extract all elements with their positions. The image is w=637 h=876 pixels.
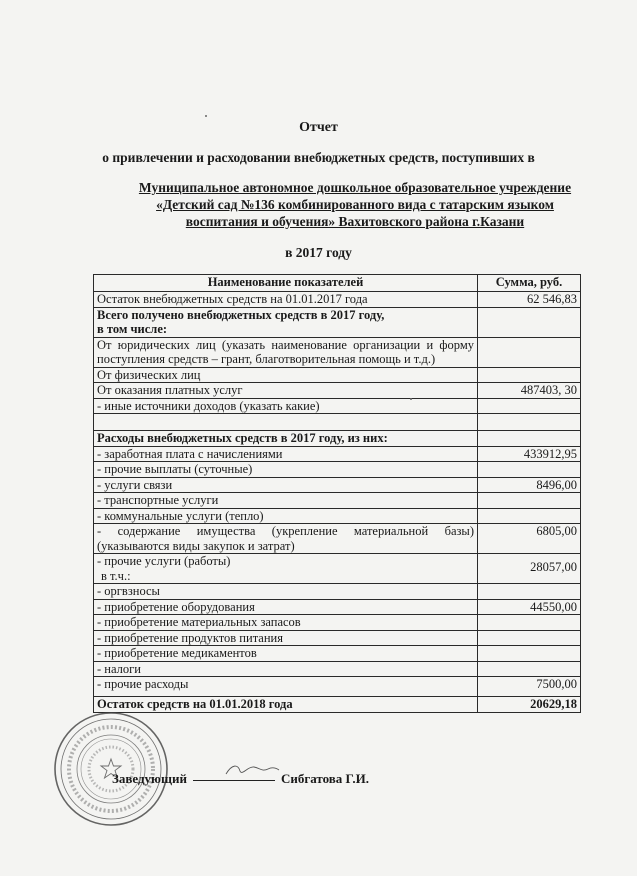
row-name: - транспортные услуги — [94, 493, 478, 509]
row-value: 433912,95 — [478, 446, 581, 462]
row-name: - содержание имущества (укрепление материальной базы) (указываются виды закупок и затрат) — [94, 524, 478, 554]
column-header-sum: Сумма, руб. — [478, 275, 581, 292]
table-row — [94, 398, 581, 414]
table-row — [94, 524, 581, 554]
row-value — [478, 646, 581, 662]
report-title: Отчет — [299, 120, 338, 135]
table-row — [94, 367, 581, 383]
row-value — [478, 414, 581, 431]
table-row — [94, 661, 581, 677]
row-name: Остаток внебюджетных средств на 01.01.2017 года — [94, 292, 478, 308]
table-header-row — [94, 275, 581, 292]
report-period: в 2017 году — [285, 245, 352, 260]
table-row — [94, 292, 581, 308]
table-row-empty — [94, 414, 581, 431]
row-name: - коммунальные услуги (тепло) — [94, 508, 478, 524]
row-name: - иные источники доходов (указать какие) — [94, 398, 478, 414]
row-name-line: в т.ч.: — [101, 568, 131, 583]
table-row — [94, 646, 581, 662]
row-name-line: Всего получено внебюджетных средств в 2017 году, — [97, 307, 385, 322]
table-row — [94, 431, 581, 447]
organization-line: Муниципальное автономное дошкольное образовательное учреждение — [138, 180, 572, 195]
row-value — [478, 615, 581, 631]
row-name: Расходы внебюджетных средств в 2017 году, из них: — [94, 431, 478, 447]
scan-speck — [410, 398, 412, 400]
row-name: От юридических лиц (указать наименование организации и форму поступления средств – грант, благотворительная помощь и т.д.) — [94, 337, 478, 367]
table-row — [94, 307, 581, 337]
row-name: - налоги — [94, 661, 478, 677]
table-row — [94, 677, 581, 697]
report-subtitle: о привлечении и расходовании внебюджетных средств, поступивших в — [102, 150, 535, 165]
table-row — [94, 477, 581, 493]
table-row — [94, 599, 581, 615]
row-value — [478, 337, 581, 367]
row-value — [478, 462, 581, 478]
row-name: - прочие расходы — [94, 677, 478, 697]
organization-stamp — [52, 710, 170, 828]
table-row — [94, 615, 581, 631]
row-value — [478, 398, 581, 414]
row-name: - приобретение продуктов питания — [94, 630, 478, 646]
table-row — [94, 508, 581, 524]
row-value: 28057,00 — [478, 554, 581, 584]
scan-speck — [205, 115, 207, 117]
signature-role: Заведующий — [112, 771, 187, 786]
table-row — [94, 493, 581, 509]
row-value: 8496,00 — [478, 477, 581, 493]
row-value — [478, 493, 581, 509]
row-value — [478, 584, 581, 600]
row-value — [478, 661, 581, 677]
row-name — [94, 307, 478, 337]
column-header-name: Наименование показателей — [94, 275, 478, 292]
row-value: 20629,18 — [478, 697, 581, 713]
row-name: - оргвзносы — [94, 584, 478, 600]
row-name: - прочие выплаты (суточные) — [94, 462, 478, 478]
row-value: 7500,00 — [478, 677, 581, 697]
table-row — [94, 630, 581, 646]
row-name: От оказания платных услуг — [94, 383, 478, 399]
report-table — [93, 274, 581, 713]
table-row — [94, 383, 581, 399]
row-name-line: - прочие услуги (работы) — [97, 554, 231, 568]
row-value: 44550,00 — [478, 599, 581, 615]
row-name: - приобретение материальных запасов — [94, 615, 478, 631]
row-name: Остаток средств на 01.01.2018 года — [94, 697, 478, 713]
signature-line — [193, 780, 275, 781]
row-value: 6805,00 — [478, 524, 581, 554]
row-name — [94, 554, 478, 584]
row-value — [478, 508, 581, 524]
row-value: 62 546,83 — [478, 292, 581, 308]
table-row — [94, 446, 581, 462]
row-value — [478, 367, 581, 383]
row-name: - услуги связи — [94, 477, 478, 493]
row-value — [478, 431, 581, 447]
row-name: От физических лиц — [94, 367, 478, 383]
table-row — [94, 337, 581, 367]
table-row — [94, 554, 581, 584]
signature-name: Сибгатова Г.И. — [280, 771, 369, 786]
row-name-line: в том числе: — [97, 322, 168, 336]
organization-line: «Детский сад №136 комбинированного вида с татарским языком — [156, 197, 554, 212]
table-row — [94, 462, 581, 478]
row-name: - приобретение медикаментов — [94, 646, 478, 662]
row-value — [478, 307, 581, 337]
row-name: - приобретение оборудования — [94, 599, 478, 615]
organization-line: воспитания и обучения» Вахитовского района г.Казани — [185, 214, 525, 229]
signature-block — [112, 771, 369, 787]
row-name — [94, 414, 478, 431]
table-row — [94, 584, 581, 600]
organization-name — [110, 179, 600, 230]
row-value — [478, 630, 581, 646]
row-name: - заработная плата с начислениями — [94, 446, 478, 462]
row-value: 487403, 30 — [478, 383, 581, 399]
